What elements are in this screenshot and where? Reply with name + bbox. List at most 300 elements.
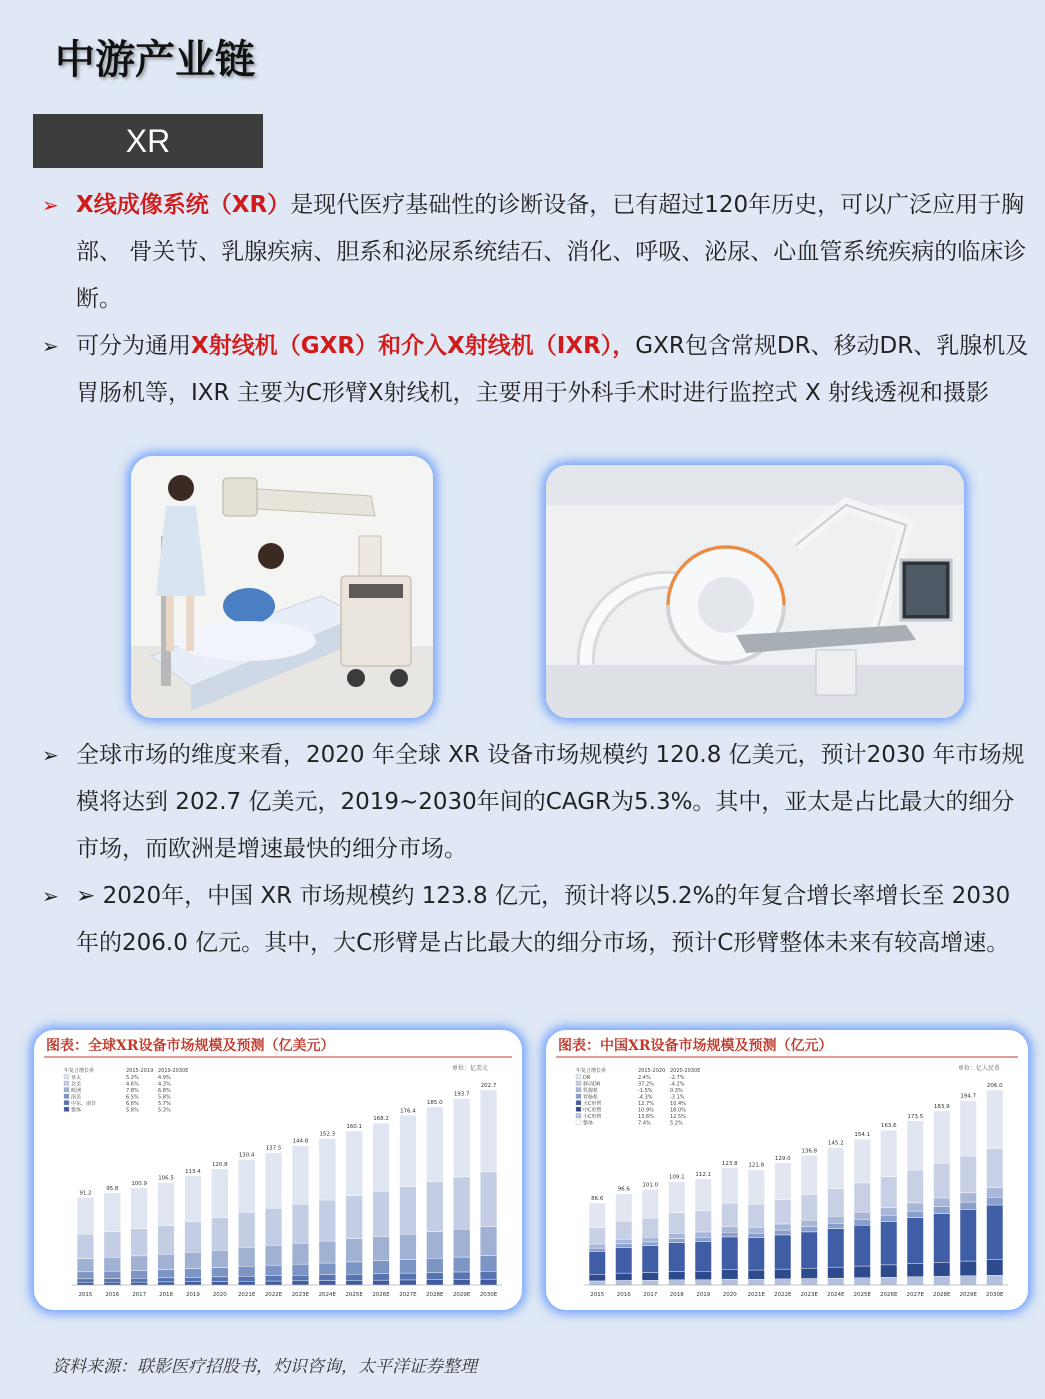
bar-segment [669,1239,685,1243]
legend-swatch [64,1075,69,1080]
unit-label: 单位：亿人民币 [958,1065,1001,1072]
x-tick-label: 2025E [345,1292,363,1298]
bar-segment [400,1187,417,1235]
bar-segment [934,1198,950,1207]
bar-segment [104,1282,121,1285]
bar-segment [453,1272,470,1279]
x-tick-label: 2023E [800,1292,818,1298]
legend-cell: 12.7% [638,1101,654,1107]
legend-cell: 5.2% [670,1120,683,1127]
bar-segment [346,1274,363,1280]
bar-segment [400,1273,417,1280]
bar-segment [346,1280,363,1285]
bar-segment [801,1156,817,1195]
bar-segment [185,1222,202,1253]
legend-cell: 10.4% [670,1101,686,1107]
unit-label: 单位：亿美元 [452,1065,489,1072]
bar-total-label: 113.4 [185,1168,201,1175]
x-tick-label: 2018 [159,1292,174,1298]
x-tick-label: 2017 [643,1292,658,1298]
bar-segment [960,1202,976,1209]
intro-bullets [40,182,1030,417]
legend-cell: 5.8% [158,1094,171,1101]
x-tick-label: 2021E [237,1292,256,1298]
bar-total-label: 144.8 [292,1138,309,1145]
bar-segment [211,1277,228,1282]
intro-bullet-2 [40,323,1030,417]
bar-total-label: 206.0 [986,1083,1003,1089]
legend-cell: 中C形臂 [583,1107,602,1114]
bar-segment [722,1270,738,1279]
legend-cell: 7.8% [126,1088,139,1094]
bar-segment [907,1264,923,1277]
legend-swatch [576,1088,581,1093]
bar-total-label: 95.8 [106,1185,119,1192]
bar-segment [211,1268,228,1277]
legend-cell: 胃肠机 [583,1094,599,1101]
legend-cell: -4.2% [670,1081,685,1088]
bar-segment [131,1278,148,1282]
bar-segment [987,1188,1003,1198]
bar-segment [131,1188,148,1229]
bar-segment [104,1232,121,1258]
bar-segment [960,1209,976,1261]
bar-segment [616,1248,632,1274]
bar-segment [828,1278,844,1285]
legend-cell: 欧洲 [71,1088,82,1094]
bar-segment [881,1222,897,1265]
legend-cell: -1.5% [638,1088,653,1094]
body-text: 可分为通用 [76,333,191,359]
bar-total-label: 137.5 [265,1145,282,1152]
bar-segment [987,1090,1003,1149]
bar-segment [158,1254,175,1269]
bar-total-label: 100.9 [131,1180,148,1187]
bar-segment [211,1169,228,1218]
bar-segment [480,1172,497,1227]
legend-cell: 6.6% [126,1101,139,1107]
bar-segment [265,1153,282,1209]
bar-segment [131,1282,148,1285]
bar-segment [881,1215,897,1221]
bar-segment [722,1279,738,1285]
bar-segment [77,1234,94,1259]
bar-segment [400,1260,417,1274]
bar-total-label: 121.8 [748,1162,765,1169]
x-tick-label: 2024E [318,1292,337,1298]
legend-cell: 4.6% [126,1081,139,1088]
bar-segment [775,1230,791,1235]
legend-header: 2015-2020 [638,1068,666,1074]
bar-total-label: 160.1 [346,1123,363,1130]
x-tick-label: 2030E [479,1292,498,1298]
bar-segment [960,1193,976,1202]
bar-segment [265,1276,282,1281]
bar-total-label: 129.0 [774,1155,791,1162]
bar-segment [881,1177,897,1208]
legend-cell: 大C形臂 [583,1101,602,1107]
bar-segment [722,1168,738,1203]
bar-segment [185,1282,202,1285]
legend-cell: 小C形臂 [583,1114,602,1120]
bar-segment [907,1218,923,1264]
bullet-arrow-icon: ➢ [42,884,59,908]
bar-total-label: 193.7 [453,1091,470,1098]
x-tick-label: 2029E [452,1292,471,1298]
legend-swatch [576,1075,581,1080]
bar-segment [642,1242,658,1246]
legend-header: 2020-2030E [670,1068,701,1074]
market-bullet-1 [40,732,1030,873]
x-tick-label: 2030E [986,1292,1004,1298]
legend-cell: 10.9% [638,1107,654,1114]
bar-segment [669,1272,685,1280]
x-tick-label: 2019 [696,1292,711,1298]
bar-segment [669,1213,685,1234]
bar-segment [238,1281,255,1285]
bar-segment [426,1273,443,1280]
bar-segment [748,1233,764,1238]
bar-segment [695,1179,711,1211]
legend-swatch [576,1107,581,1112]
x-tick-label: 2023E [291,1292,310,1298]
bar-segment [400,1280,417,1285]
bar-segment [211,1218,228,1251]
bar-segment [801,1220,817,1226]
bar-segment [695,1280,711,1285]
c-arm-suite-photo [546,465,964,718]
bullet-arrow-icon: ➢ [42,193,59,217]
bar-total-label: 163.6 [880,1123,897,1130]
mobile-xray-photo [131,456,433,718]
bar-segment [346,1196,363,1239]
bar-segment [373,1261,390,1274]
legend-swatch [576,1120,581,1125]
bar-segment [589,1228,605,1244]
bar-total-label: 136.8 [801,1148,818,1155]
legend-header: 年复合增长率 [64,1068,95,1074]
x-tick-label: 2027E [906,1292,924,1298]
body-text: ➢ 2020年，中国 XR 市场规模约 123.8 亿元，预计将以5.2%的年复合增长率增长至 2030 年的206.0 亿元。其中，大C形臂是占比最大的细分市场，预计C形臂整体未来有较高增速。 [76,883,1011,956]
bar-segment [775,1235,791,1269]
bar-segment [695,1237,711,1241]
bar-segment [748,1279,764,1285]
bar-segment [854,1219,870,1225]
chart-title: 图表：中国XR设备市场规模及预测（亿元） [558,1038,833,1054]
bar-segment [642,1237,658,1242]
bar-segment [616,1280,632,1285]
x-tick-label: 2017 [132,1292,147,1298]
bar-total-label: 202.7 [480,1083,497,1089]
legend-cell: 5.7% [158,1101,171,1107]
bar-segment [960,1276,976,1285]
legend-cell: 4.9% [158,1075,171,1081]
bar-segment [801,1194,817,1220]
bar-segment [722,1237,738,1270]
bar-total-label: 112.1 [695,1171,712,1178]
legend-cell: 南美 [71,1094,82,1101]
legend-cell: 中东、南非 [71,1101,97,1107]
bar-total-label: 86.6 [591,1196,604,1203]
bar-segment [960,1156,976,1193]
legend-header: 年复合增长率 [576,1068,607,1074]
bar-segment [695,1241,711,1271]
bar-segment [265,1208,282,1245]
global-xr-chart-svg [34,1030,522,1310]
bar-segment [238,1276,255,1281]
bar-segment [319,1281,336,1285]
x-tick-label: 2022E [264,1292,283,1298]
x-tick-label: 2015 [78,1292,93,1298]
x-tick-label: 2026E [880,1292,898,1298]
intro-bullet-1 [40,182,1030,323]
body-text: 全球市场的维度来看，2020 年全球 XR 设备市场规模约 120.8 亿美元，预计2030 年市场规模将达到 202.7 亿美元，2019~2030年间的CAGR为5.3%。其中，亚太是占比最大的细分市场，而欧洲是增速最快的细分市场。 [76,742,1025,862]
bar-segment [934,1207,950,1214]
bar-segment [319,1200,336,1241]
x-tick-label: 2024E [827,1292,845,1298]
bar-segment [319,1275,336,1281]
bar-segment [400,1115,417,1186]
bar-segment [426,1280,443,1285]
bar-total-label: 106.5 [158,1175,174,1182]
bar-segment [695,1232,711,1237]
bar-total-label: 109.1 [668,1174,685,1181]
bar-segment [828,1223,844,1228]
chart-title: 图表：全球XR设备市场规模及预测（亿美元） [46,1038,335,1054]
legend-header: 2015-2019 [126,1068,154,1074]
bar-segment [854,1225,870,1266]
bar-segment [265,1265,282,1276]
legend-cell: 18.0% [670,1107,686,1114]
bar-segment [695,1271,711,1279]
bar-segment [453,1229,470,1257]
bar-segment [400,1234,417,1259]
legend-cell: DR [583,1075,591,1081]
bar-segment [934,1111,950,1163]
legend-cell: 亚太 [71,1075,82,1081]
x-tick-label: 2016 [105,1292,120,1298]
bar-segment [185,1277,202,1281]
bar-segment [960,1101,976,1156]
legend-swatch [64,1088,69,1093]
legend-swatch [576,1101,581,1106]
legend-swatch [64,1081,69,1086]
bar-segment [960,1261,976,1276]
legend-cell: 5.2% [126,1075,139,1081]
bar-segment [589,1203,605,1228]
bar-segment [616,1221,632,1239]
legend-cell: -4.3% [638,1094,653,1101]
highlight-text: X射线机（GXR）和介入X射线机（IXR）， [191,333,636,359]
bar-segment [748,1170,764,1205]
bar-segment [642,1246,658,1273]
bar-segment [828,1148,844,1189]
bar-segment [426,1107,443,1182]
bar-segment [77,1272,94,1279]
bar-segment [480,1256,497,1272]
bar-segment [642,1280,658,1285]
bar-segment [131,1270,148,1278]
bar-segment [373,1123,390,1191]
bar-segment [292,1264,309,1275]
bar-segment [185,1176,202,1222]
bar-segment [185,1269,202,1278]
bar-segment [373,1191,390,1236]
bar-segment [801,1227,817,1232]
bar-segment [616,1273,632,1280]
bar-segment [292,1275,309,1281]
x-tick-label: 2015 [590,1292,605,1298]
bar-segment [346,1262,363,1274]
bullet-arrow-icon: ➢ [42,334,59,358]
legend-cell: 整体 [583,1120,594,1127]
bar-segment [722,1203,738,1226]
legend-swatch [576,1114,581,1119]
c-arm-suite-illustration [546,465,964,718]
bar-segment [104,1257,121,1271]
bullet-arrow-icon: ➢ [42,743,59,767]
bar-segment [211,1282,228,1285]
legend-cell: 移动DR [583,1081,601,1088]
bar-segment [695,1211,711,1232]
bar-segment [453,1257,470,1272]
china-xr-chart-svg [546,1030,1028,1310]
bar-segment [748,1238,764,1270]
bar-segment [801,1232,817,1268]
bar-segment [801,1279,817,1285]
x-tick-label: 2016 [616,1292,631,1298]
bar-segment [373,1236,390,1260]
legend-swatch [576,1081,581,1086]
x-tick-label: 2022E [774,1292,792,1298]
highlight-text: X线成像系统（XR） [76,192,291,218]
bar-total-label: 185.0 [426,1100,443,1107]
x-tick-label: 2021E [747,1292,765,1298]
bar-segment [319,1263,336,1275]
bar-segment [907,1277,923,1285]
bar-segment [881,1208,897,1216]
bar-segment [346,1239,363,1262]
legend-swatch [64,1107,69,1112]
legend-cell: 6.8% [158,1088,171,1094]
bar-segment [642,1218,658,1237]
legend-swatch [64,1094,69,1099]
legend-cell: 6.5% [126,1094,139,1101]
bar-segment [373,1280,390,1285]
x-tick-label: 2028E [426,1292,444,1298]
bar-segment [775,1279,791,1285]
bar-segment [854,1278,870,1285]
bar-segment [589,1248,605,1251]
bar-segment [669,1233,685,1238]
bar-segment [748,1204,764,1227]
bar-segment [238,1212,255,1247]
legend-cell: -2.7% [670,1075,685,1081]
bar-segment [854,1183,870,1212]
bar-segment [211,1250,228,1267]
bar-segment [589,1244,605,1248]
bar-segment [775,1200,791,1224]
bar-segment [616,1239,632,1244]
bar-segment [642,1189,658,1218]
bar-segment [828,1216,844,1223]
bar-total-label: 173.5 [907,1113,924,1120]
bar-segment [775,1269,791,1279]
bar-segment [77,1282,94,1285]
bar-segment [292,1146,309,1205]
bar-segment [828,1229,844,1267]
bar-total-label: 152.3 [319,1131,336,1138]
bar-segment [158,1282,175,1285]
bar-segment [238,1266,255,1276]
x-tick-label: 2025E [853,1292,871,1298]
legend-cell: -3.1% [670,1094,685,1101]
bar-segment [265,1245,282,1265]
bar-segment [854,1212,870,1219]
bar-segment [881,1277,897,1285]
bar-segment [77,1197,94,1234]
legend-cell: 7.4% [638,1120,651,1127]
bar-segment [616,1194,632,1221]
bar-segment [748,1270,764,1279]
bar-segment [987,1275,1003,1285]
x-tick-label: 2019 [185,1292,200,1298]
bar-segment [669,1243,685,1272]
bar-segment [238,1247,255,1266]
x-tick-label: 2018 [669,1292,684,1298]
bar-segment [642,1273,658,1281]
body-text: GXR包含常规DR、移动DR、乳腺机及胃肠机等，IXR 主要为C形臂X射线机，主要用于外科手术时进行监控式 X 射线透视和摄影 [76,333,1029,406]
bar-segment [104,1193,121,1232]
bar-segment [426,1182,443,1232]
bar-segment [748,1227,764,1233]
bar-segment [589,1274,605,1281]
legend-cell: 0.3% [670,1088,683,1094]
bar-segment [907,1211,923,1218]
bar-segment [801,1268,817,1278]
bar-segment [292,1281,309,1285]
bar-segment [616,1244,632,1248]
legend-header: 2019-2030E [158,1068,189,1074]
bar-segment [158,1183,175,1226]
x-tick-label: 2027E [399,1292,417,1298]
bar-total-label: 154.1 [854,1132,871,1139]
bar-segment [453,1279,470,1285]
market-bullet-2 [40,873,1030,967]
x-tick-label: 2026E [372,1292,390,1298]
bar-segment [453,1177,470,1229]
bar-segment [346,1131,363,1196]
bar-total-label: 176.4 [400,1108,416,1115]
bar-segment [480,1271,497,1279]
bar-segment [185,1252,202,1268]
bar-segment [480,1279,497,1285]
legend-cell: 5.8% [126,1107,139,1114]
bar-segment [907,1121,923,1170]
bar-segment [775,1163,791,1200]
legend-cell: 2.4% [638,1075,651,1081]
bar-segment [907,1170,923,1203]
bar-segment [131,1256,148,1271]
bar-segment [722,1232,738,1237]
bar-segment [987,1260,1003,1276]
bar-total-label: 194.7 [960,1093,977,1100]
bar-segment [104,1271,121,1278]
bar-segment [669,1280,685,1285]
bar-segment [426,1258,443,1272]
bar-segment [158,1226,175,1255]
bar-segment [828,1189,844,1216]
